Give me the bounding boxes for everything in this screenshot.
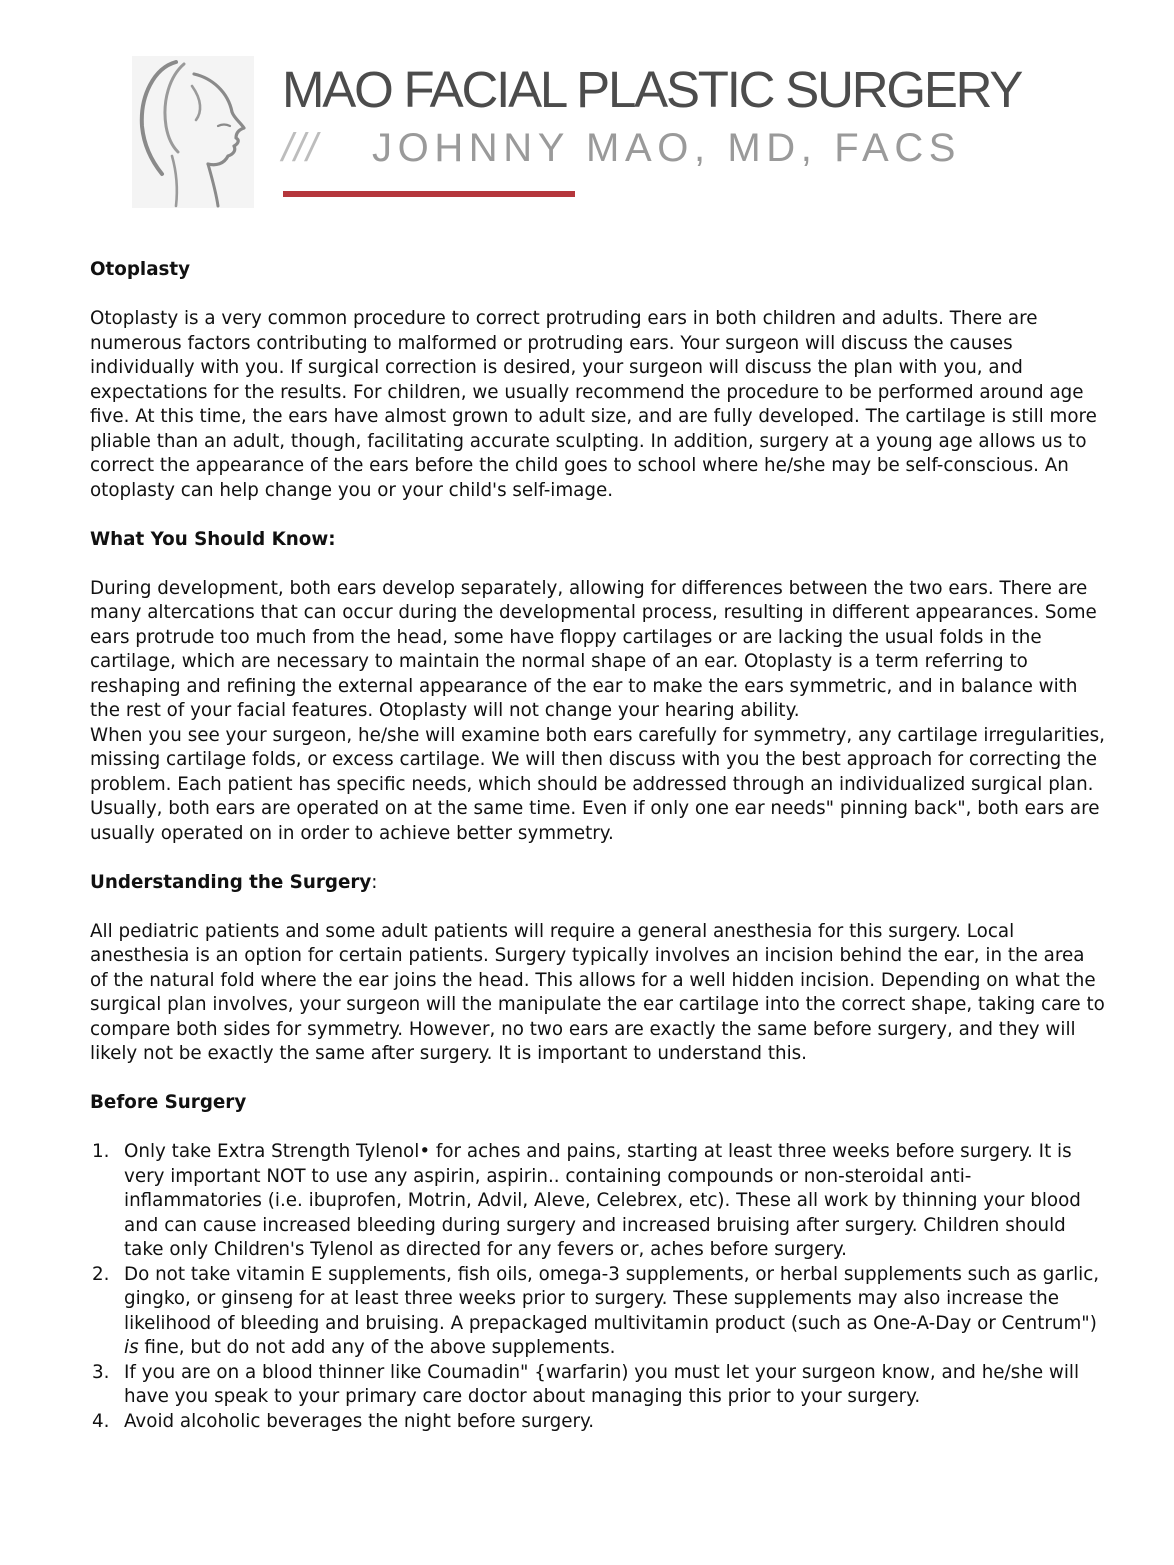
spacer [90, 895, 1105, 920]
know-paragraph-2: When you see your surgeon, he/she will examine both ears carefully for symmetry, any cartilage irregularities, missing cartilage folds, or excess cartilage. We will then discuss with you the best approach for correcting the problem. Each patient has specific needs, which should be addressed through an individualized surgical plan. Usually, both ears are operated on at the same time. Even if only one ear needs" pinning back", both ears are usually operated on in order to achieve better symmetry. [90, 724, 1105, 844]
list-item-text: Only take Extra Strength Tylenol• for aches and pains, starting at least three weeks before surgery. It is very important NOT to use any aspirin, aspirin.. containing compounds or non-steroidal anti-inflammatories (i.e. ibuprofen, Motrin, Advil, Aleve, Celebrex, etc). These all work by thinning your blood and can cause increased bleeding during surgery and increased bruising after surgery. Children should take only Children's Tylenol as directed for any fevers or, aches before surgery. [124, 1141, 1081, 1260]
list-item-number: 4. [92, 1410, 110, 1432]
doctor-name: JOHNNY MAO, MD, FACS [372, 126, 962, 170]
section-heading-understanding [90, 871, 1105, 896]
know-paragraph-1: During development, both ears develop separately, allowing for differences between the two ears. There are many altercations that can occur during the developmental process, resulting in different appearances. Some ears protrude too much from the head, some have floppy cartilages or are lacking the usual folds in the cartilage, which are necessary to maintain the normal shape of an ear. Otoplasty is a term referring to reshaping and refining the external appearance of the ear to make the ears symmetric, and in balance with the rest of your facial features. Otoplasty will not change your hearing ability. [90, 577, 1097, 721]
otoplasty-paragraph: Otoplasty is a very common procedure to correct protruding ears in both children and adults. There are numerous factors contributing to malformed or protruding ears. Your surgeon will discuss the causes individually with you. If surgical correction is desired, your surgeon will discuss the plan with you, and expectations for the results. For children, we usually recommend the procedure to be performed around age five. At this time, the ears have almost grown to adult size, and are fully developed. The cartilage is still more pliable than an adult, though, facilitating accurate sculpting. In addition, surgery at a young age allows us to correct the appearance of the ears before the child goes to school where he/she may be self-conscious. An otoplasty can help change you or your child's self-image. [90, 308, 1097, 501]
list-item-text-end: fine, but do not add any of the above supplements. [138, 1337, 616, 1358]
list-item [90, 1140, 1105, 1263]
logo-accent-bar [283, 191, 575, 197]
spacer [90, 283, 1105, 308]
spacer [90, 1116, 1105, 1141]
logo-slashes: /// [282, 126, 319, 170]
list-item [90, 1361, 1105, 1410]
list-item-number: 2. [92, 1263, 110, 1285]
list-item-text: Avoid alcoholic beverages the night before surgery. [124, 1410, 595, 1432]
spacer [90, 552, 1105, 577]
section-heading-what-you-should-know: What You Should Know: [90, 528, 336, 550]
list-item-text: If you are on a blood thinner like Coumadin" {warfarin) you must let your surgeon know, and he/she will have you speak to your primary care doctor about managing this prior to your surgery. [124, 1361, 1080, 1407]
section-heading-before-surgery: Before Surgery [90, 1092, 247, 1113]
understanding-heading-colon: : [371, 871, 378, 893]
spacer [90, 503, 1105, 528]
list-item-number: 3. [92, 1361, 110, 1383]
spacer [90, 1067, 1105, 1092]
spacer [90, 846, 1105, 871]
list-item-emphasis: is [124, 1337, 139, 1358]
list-item-text: Do not take vitamin E supplements, fish oils, omega-3 supplements, or herbal supplements such as garlic, gingko, or ginseng for at least three weeks prior to surgery. These supplements may also increase the likelihood of bleeding and bruising. A prepackaged multivitamin product (such as One-A-Day or Centrum") [124, 1263, 1100, 1334]
letterhead [132, 52, 1022, 212]
before-surgery-list [90, 1140, 1105, 1434]
face-profile-logo-icon [132, 56, 254, 208]
understanding-heading-text: Understanding the Surgery [90, 871, 372, 893]
document-body [90, 258, 1105, 1434]
practice-name: MAO FACIAL PLASTIC SURGERY [282, 61, 1022, 118]
understanding-paragraph: All pediatric patients and some adult patients will require a general anesthesia for this surgery. Local anesthesia is an option for certain patients. Surgery typically involves an incision behind the ear, in the area of the natural fold where the ear joins the head. This allows for a well hidden incision. Depending on what the surgical plan involves, your surgeon will the manipulate the ear cartilage into the correct shape, taking care to compare both sides for symmetry. However, no two ears are exactly the same before surgery, and they will likely not be exactly the same after surgery. It is important to understand this. [90, 920, 1105, 1064]
list-item-number: 1. [92, 1141, 110, 1162]
list-item [90, 1263, 1105, 1361]
section-heading-otoplasty: Otoplasty [90, 259, 191, 280]
list-item [90, 1410, 1105, 1435]
